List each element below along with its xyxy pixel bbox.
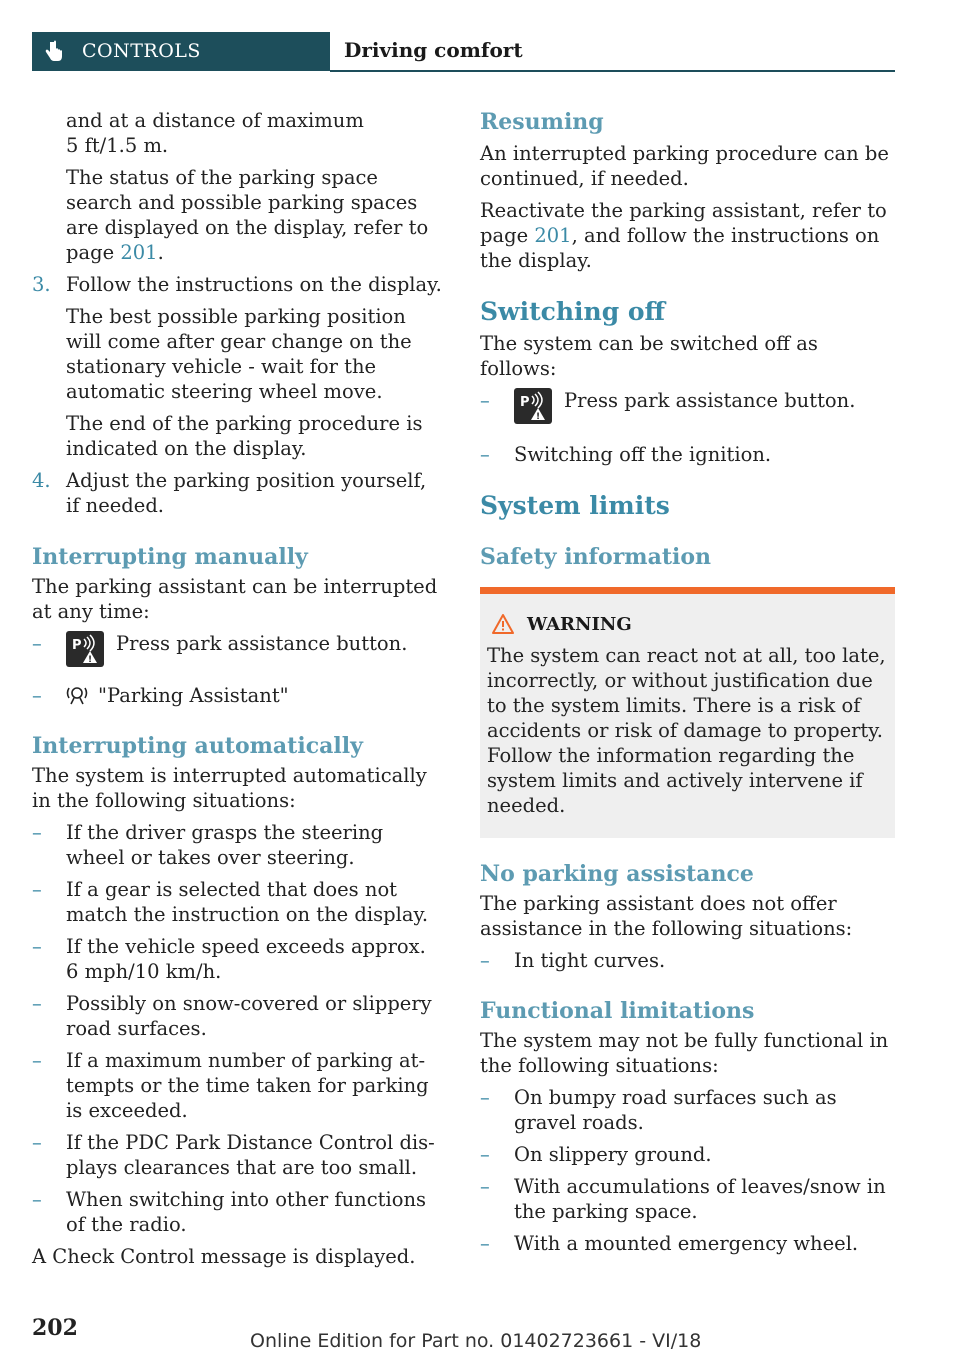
functional-intro: The system may not be fully functional in the following situations: — [480, 1029, 889, 1077]
voice-command-icon — [66, 684, 88, 706]
step-4 — [32, 468, 442, 518]
left-column — [32, 108, 442, 1269]
intro-line1: and at a distance of maximum — [66, 109, 364, 132]
list-item: – Possibly on snow-covered or slippery road surfaces. — [32, 992, 432, 1040]
hand-pointer-icon — [44, 40, 64, 62]
list-item: – On slippery ground. — [480, 1143, 712, 1166]
list-dash: – — [480, 443, 490, 466]
chapter-title: Driving comfort — [344, 38, 523, 62]
warning-text: The system can react not at all, too late, incorrectly, or without justification due to the system limits. There is a risk of accidents or risk of damage to property. Follow the information regarding the system limits and actively intervene if needed. — [487, 644, 886, 817]
park-assist-button-icon — [514, 388, 552, 424]
svg-text:!: ! — [88, 655, 93, 665]
list-item: – If a maximum number of parking attempts or the time taken for parking is exceeded. — [32, 1049, 429, 1122]
step-3 — [32, 272, 442, 297]
right-column — [480, 108, 895, 1256]
step-text: Adjust the parking position yourself, if needed. — [66, 469, 427, 517]
intro-line2: 5 ft/1.5 m. — [66, 134, 169, 157]
functional-limitations-heading: Functional limitations — [480, 998, 755, 1024]
list-item: – With a mounted emergency wheel. — [480, 1232, 859, 1255]
status-paragraph: The status of the parking space search and possible parking spaces are displayed on the display, refer to page 201. — [66, 166, 429, 264]
list-item: – If a gear is selected that does not match the instruction on the display. — [32, 878, 429, 926]
safety-information-heading: Safety information — [480, 544, 712, 570]
page-number: 202 — [32, 1315, 78, 1341]
warning-triangle-icon — [491, 613, 515, 635]
system-limits-heading: System limits — [480, 491, 670, 520]
list-item: – With accumulations of leaves/snow in the parking space. — [480, 1175, 886, 1223]
warning-title: WARNING — [487, 612, 888, 637]
no-parking-intro: The parking assistant does not offer assistance in the following situations: — [480, 892, 853, 940]
manual-option-text: Press park assistance button. — [116, 632, 408, 655]
step-number: 3. — [32, 273, 51, 296]
switch-option-ignition: – Switching off the ignition. — [480, 443, 772, 466]
list-dash: – — [32, 632, 42, 655]
voice-option-text: "Parking Assistant" — [98, 684, 289, 707]
interrupting-manually-heading: Interrupting manually — [32, 544, 308, 570]
list-item: – In tight curves. — [480, 949, 666, 972]
svg-text:P: P — [72, 638, 82, 653]
check-control-note: A Check Control message is displayed. — [32, 1245, 416, 1268]
section-label: CONTROLS — [82, 40, 201, 62]
header-rule — [330, 70, 895, 72]
svg-text:!: ! — [536, 412, 541, 422]
page-link[interactable]: 201 — [120, 241, 158, 264]
warning-box — [480, 587, 895, 838]
switch-option-button — [480, 388, 895, 430]
list-item: – If the driver grasps the steering wheel or takes over steering. — [32, 821, 384, 869]
list-dash: – — [32, 684, 42, 707]
resuming-paragraph2: Reactivate the parking assistant, refer to page 201, and follow the instructions on the display. — [480, 199, 887, 272]
manual-option-voice — [32, 683, 442, 708]
list-item: – When switching into other functions of the radio. — [32, 1188, 427, 1236]
resuming-heading: Resuming — [480, 109, 604, 135]
list-dash: – — [480, 389, 490, 412]
list-item: – If the PDC Park Distance Control displays clearances that are too small. — [32, 1131, 435, 1179]
svg-text:P: P — [520, 395, 530, 410]
step3-paragraph2: The best possible parking position will come after gear change on the stationary vehicle - wait for the automatic steering wheel move. — [66, 305, 412, 403]
list-item: – If the vehicle speed exceeds approx. 6 mph/10 km/h. — [32, 935, 426, 983]
step-text: Follow the instructions on the display. — [66, 273, 442, 296]
page-link[interactable]: 201 — [534, 224, 572, 247]
manual-option-button — [32, 631, 442, 671]
no-parking-assistance-heading: No parking assistance — [480, 861, 754, 887]
interrupting-automatically-intro: The system is interrupted automatically in the following situations: — [32, 764, 427, 812]
interrupting-manually-intro: The parking assistant can be interrupted at any time: — [32, 575, 438, 623]
resuming-paragraph1: An interrupted parking procedure can be continued, if needed. — [480, 142, 889, 190]
list-item: – On bumpy road surfaces such as gravel roads. — [480, 1086, 837, 1134]
park-assist-button-icon — [66, 631, 104, 667]
footer-edition: Online Edition for Part no. 01402723661 - VI/18 — [250, 1330, 702, 1352]
interrupting-automatically-heading: Interrupting automatically — [32, 733, 363, 759]
section-tab — [32, 32, 330, 71]
switch-option-text: Press park assistance button. — [564, 389, 856, 412]
switching-off-intro: The system can be switched off as follows: — [480, 332, 818, 380]
step3-paragraph3: The end of the parking procedure is indicated on the display. — [66, 412, 423, 460]
switching-off-heading: Switching off — [480, 297, 666, 326]
step-number: 4. — [32, 469, 51, 492]
